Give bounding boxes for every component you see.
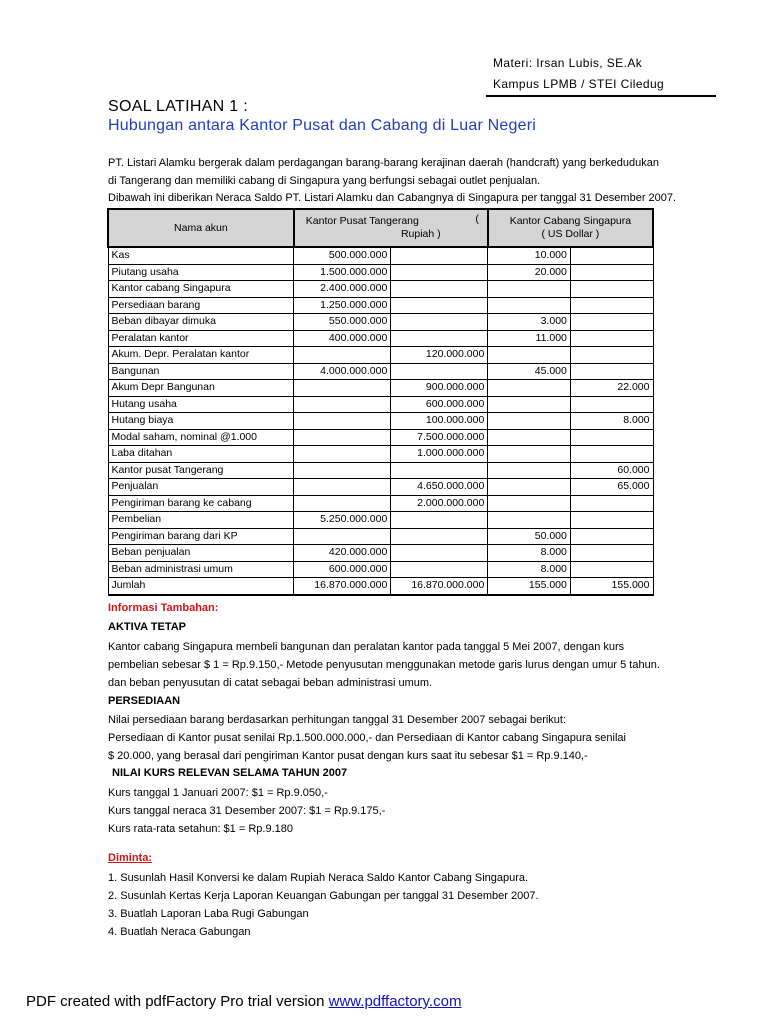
account-name-cell: Hutang usaha — [108, 396, 294, 413]
table-row — [108, 363, 653, 380]
account-name-cell: Peralatan kantor — [108, 330, 294, 347]
intro-line: Dibawah ini diberikan Neraca Saldo PT. Listari Alamku dan Cabangnya di Singapura per tanggal 31 Desember 2007. — [108, 192, 677, 204]
table-row — [108, 347, 653, 364]
amount-cell: 7.500.000.000 — [391, 429, 488, 446]
amount-cell: 60.000 — [570, 462, 653, 479]
amount-cell — [570, 512, 653, 529]
table-row — [108, 561, 653, 578]
amount-cell — [488, 297, 571, 314]
col-header-head-office-currency: Rupiah ) — [400, 228, 441, 240]
page-subtitle: Hubungan antara Kantor Pusat dan Cabang di Luar Negeri — [108, 117, 536, 134]
table-row — [108, 495, 653, 512]
amount-cell: 420.000.000 — [294, 545, 391, 562]
amount-cell: 400.000.000 — [294, 330, 391, 347]
text-line: pembelian sebesar $ 1 = Rp.9.150,- Metode penyusutan menggunakan metode garis lurus dengan umur 5 tahun. — [108, 659, 660, 671]
header-divider — [486, 95, 716, 97]
amount-cell: 16.870.000.000 — [391, 578, 488, 595]
account-name-cell: Kantor cabang Singapura — [108, 281, 294, 298]
amount-cell: 900.000.000 — [391, 380, 488, 397]
col-header-branch-currency: ( US Dollar ) — [541, 228, 600, 240]
table-row — [108, 380, 653, 397]
amount-cell — [294, 347, 391, 364]
account-name-cell: Beban dibayar dimuka — [108, 314, 294, 331]
amount-cell — [488, 479, 571, 496]
text-line: Nilai persediaan barang berdasarkan perhitungan tanggal 31 Desember 2007 sebagai berikut: — [108, 714, 567, 726]
list-item: 2. Susunlah Kertas Kerja Laporan Keuangan Gabungan per tanggal 31 Desember 2007. — [108, 890, 539, 902]
amount-cell: 600.000.000 — [294, 561, 391, 578]
amount-cell: 8.000 — [570, 413, 653, 430]
col-header-branch — [488, 209, 653, 247]
table-row — [108, 479, 653, 496]
amount-cell — [488, 281, 571, 298]
footer-link[interactable]: www.pdffactory.com — [328, 993, 462, 1010]
table-row — [108, 446, 653, 463]
amount-cell — [294, 446, 391, 463]
amount-cell — [391, 363, 488, 380]
pdf-footer — [26, 993, 461, 1010]
amount-cell — [488, 396, 571, 413]
amount-cell: 1.500.000.000 — [294, 264, 391, 281]
account-name-cell: Akum Depr Bangunan — [108, 380, 294, 397]
amount-cell — [570, 281, 653, 298]
amount-cell — [294, 495, 391, 512]
amount-cell: 45.000 — [488, 363, 571, 380]
account-name-cell: Piutang usaha — [108, 264, 294, 281]
amount-cell: 500.000.000 — [294, 247, 391, 264]
table-row — [108, 429, 653, 446]
amount-cell — [488, 512, 571, 529]
amount-cell: 1.000.000.000 — [391, 446, 488, 463]
amount-cell — [391, 247, 488, 264]
amount-cell — [488, 462, 571, 479]
intro-line: PT. Listari Alamku bergerak dalam perdagangan barang-barang kerajinan daerah (handcraft) yang berkedudukan — [108, 157, 659, 169]
text-line: Kurs tanggal 1 Januari 2007: $1 = Rp.9.050,- — [108, 787, 328, 799]
amount-cell — [570, 528, 653, 545]
account-name-cell: Pembelian — [108, 512, 294, 529]
amount-cell — [391, 462, 488, 479]
fixed-assets-text — [108, 638, 660, 692]
amount-cell — [294, 528, 391, 545]
amount-cell — [391, 512, 488, 529]
table-row — [108, 578, 653, 595]
amount-cell — [570, 545, 653, 562]
page-title: SOAL LATIHAN 1 : — [108, 98, 248, 115]
amount-cell — [488, 429, 571, 446]
amount-cell — [488, 495, 571, 512]
account-name-cell: Persediaan barang — [108, 297, 294, 314]
amount-cell — [570, 297, 653, 314]
amount-cell: 3.000 — [488, 314, 571, 331]
requirements-list — [108, 869, 539, 941]
amount-cell: 120.000.000 — [391, 347, 488, 364]
table-row — [108, 281, 653, 298]
account-name-cell: Kas — [108, 247, 294, 264]
amount-cell: 8.000 — [488, 561, 571, 578]
text-line: dan beban penyusutan di catat sebagai beban administrasi umum. — [108, 677, 433, 689]
account-name-cell: Kantor pusat Tangerang — [108, 462, 294, 479]
amount-cell: 100.000.000 — [391, 413, 488, 430]
amount-cell — [570, 247, 653, 264]
amount-cell: 5.250.000.000 — [294, 512, 391, 529]
col-header-head-office — [294, 209, 488, 247]
amount-cell — [570, 264, 653, 281]
account-name-cell: Hutang biaya — [108, 413, 294, 430]
amount-cell: 1.250.000.000 — [294, 297, 391, 314]
account-name-cell: Pengiriman barang dari KP — [108, 528, 294, 545]
amount-cell — [391, 330, 488, 347]
amount-cell — [391, 545, 488, 562]
amount-cell — [570, 396, 653, 413]
table-row — [108, 314, 653, 331]
account-name-cell: Penjualan — [108, 479, 294, 496]
table-row — [108, 264, 653, 281]
table-header-row — [108, 209, 653, 247]
list-item: 4. Buatlah Neraca Gabungan — [108, 926, 251, 938]
amount-cell: 22.000 — [570, 380, 653, 397]
amount-cell: 4.000.000.000 — [294, 363, 391, 380]
text-line: Persediaan di Kantor pusat senilai Rp.1.500.000.000,- dan Persediaan di Kantor cabang Singapura senilai — [108, 732, 626, 744]
col-header-head-office-title: Kantor Pusat Tangerang — [305, 215, 419, 227]
amount-cell — [391, 561, 488, 578]
amount-cell — [488, 347, 571, 364]
amount-cell — [391, 281, 488, 298]
intro-line: di Tangerang dan memiliki cabang di Singapura yang berfungsi sebagai outlet penjualan. — [108, 175, 541, 187]
account-name-cell: Pengiriman barang ke cabang — [108, 495, 294, 512]
amount-cell: 10.000 — [488, 247, 571, 264]
amount-cell — [570, 446, 653, 463]
amount-cell — [570, 314, 653, 331]
amount-cell: 65.000 — [570, 479, 653, 496]
intro-paragraph — [108, 154, 676, 206]
amount-cell: 4.650.000.000 — [391, 479, 488, 496]
account-name-cell: Bangunan — [108, 363, 294, 380]
amount-cell — [294, 413, 391, 430]
amount-cell — [294, 429, 391, 446]
amount-cell — [294, 479, 391, 496]
amount-cell — [570, 347, 653, 364]
list-item: 1. Susunlah Hasil Konversi ke dalam Rupiah Neraca Saldo Kantor Cabang Singapura. — [108, 872, 529, 884]
table-row — [108, 330, 653, 347]
account-name-cell: Beban administrasi umum — [108, 561, 294, 578]
amount-cell: 11.000 — [488, 330, 571, 347]
text-line: Kantor cabang Singapura membeli bangunan dan peralatan kantor pada tanggal 5 Mei 2007, dengan kurs — [108, 641, 625, 653]
table-row — [108, 247, 653, 264]
table-row — [108, 545, 653, 562]
col-header-branch-title: Kantor Cabang Singapura — [509, 215, 632, 227]
amount-cell — [488, 413, 571, 430]
amount-cell — [570, 561, 653, 578]
inventory-heading: PERSEDIAAN — [108, 695, 181, 707]
list-item: 3. Buatlah Laporan Laba Rugi Gabungan — [108, 908, 309, 920]
amount-cell: 155.000 — [488, 578, 571, 595]
inventory-text — [108, 711, 626, 765]
amount-cell: 50.000 — [488, 528, 571, 545]
amount-cell — [488, 446, 571, 463]
table-row — [108, 396, 653, 413]
amount-cell: 8.000 — [488, 545, 571, 562]
account-name-cell: Modal saham, nominal @1.000 — [108, 429, 294, 446]
account-name-cell: Akum. Depr. Peralatan kantor — [108, 347, 294, 364]
amount-cell — [570, 429, 653, 446]
amount-cell — [570, 330, 653, 347]
text-line: Kurs tanggal neraca 31 Desember 2007: $1 = Rp.9.175,- — [108, 805, 386, 817]
table-row — [108, 512, 653, 529]
amount-cell — [294, 462, 391, 479]
amount-cell: 20.000 — [488, 264, 571, 281]
text-line: Kurs rata-rata setahun: $1 = Rp.9.180 — [108, 823, 293, 835]
amount-cell: 16.870.000.000 — [294, 578, 391, 595]
table-row — [108, 462, 653, 479]
account-name-cell: Jumlah — [108, 578, 294, 595]
table-row — [108, 297, 653, 314]
table-row — [108, 413, 653, 430]
amount-cell — [391, 264, 488, 281]
col-header-account: Nama akun — [108, 209, 294, 247]
amount-cell: 2.000.000.000 — [391, 495, 488, 512]
account-name-cell: Laba ditahan — [108, 446, 294, 463]
text-line: $ 20.000, yang berasal dari pengiriman Kantor pusat dengan kurs saat itu sebesar $1 = Rp.9.140,- — [108, 750, 588, 762]
footer-text: PDF created with pdfFactory Pro trial version — [26, 993, 329, 1010]
campus-line: Kampus LPMB / STEI Ciledug — [493, 77, 665, 91]
table-row — [108, 528, 653, 545]
amount-cell: 155.000 — [570, 578, 653, 595]
amount-cell: 600.000.000 — [391, 396, 488, 413]
amount-cell: 550.000.000 — [294, 314, 391, 331]
trial-balance-table — [107, 208, 654, 596]
amount-cell: 2.400.000.000 — [294, 281, 391, 298]
author-line: Materi: Irsan Lubis, SE.Ak — [493, 56, 643, 70]
amount-cell — [294, 380, 391, 397]
amount-cell — [391, 314, 488, 331]
exchange-rate-text — [108, 784, 385, 838]
amount-cell — [294, 396, 391, 413]
col-header-paren: ( — [475, 213, 479, 225]
amount-cell — [391, 297, 488, 314]
info-heading: Informasi Tambahan: — [108, 602, 219, 614]
amount-cell — [570, 495, 653, 512]
amount-cell — [391, 528, 488, 545]
amount-cell — [570, 363, 653, 380]
amount-cell — [488, 380, 571, 397]
account-name-cell: Beban penjualan — [108, 545, 294, 562]
fixed-assets-heading: AKTIVA TETAP — [108, 621, 187, 633]
requirements-heading: Diminta: — [108, 852, 152, 864]
exchange-rate-heading: NILAI KURS RELEVAN SELAMA TAHUN 2007 — [112, 767, 348, 779]
